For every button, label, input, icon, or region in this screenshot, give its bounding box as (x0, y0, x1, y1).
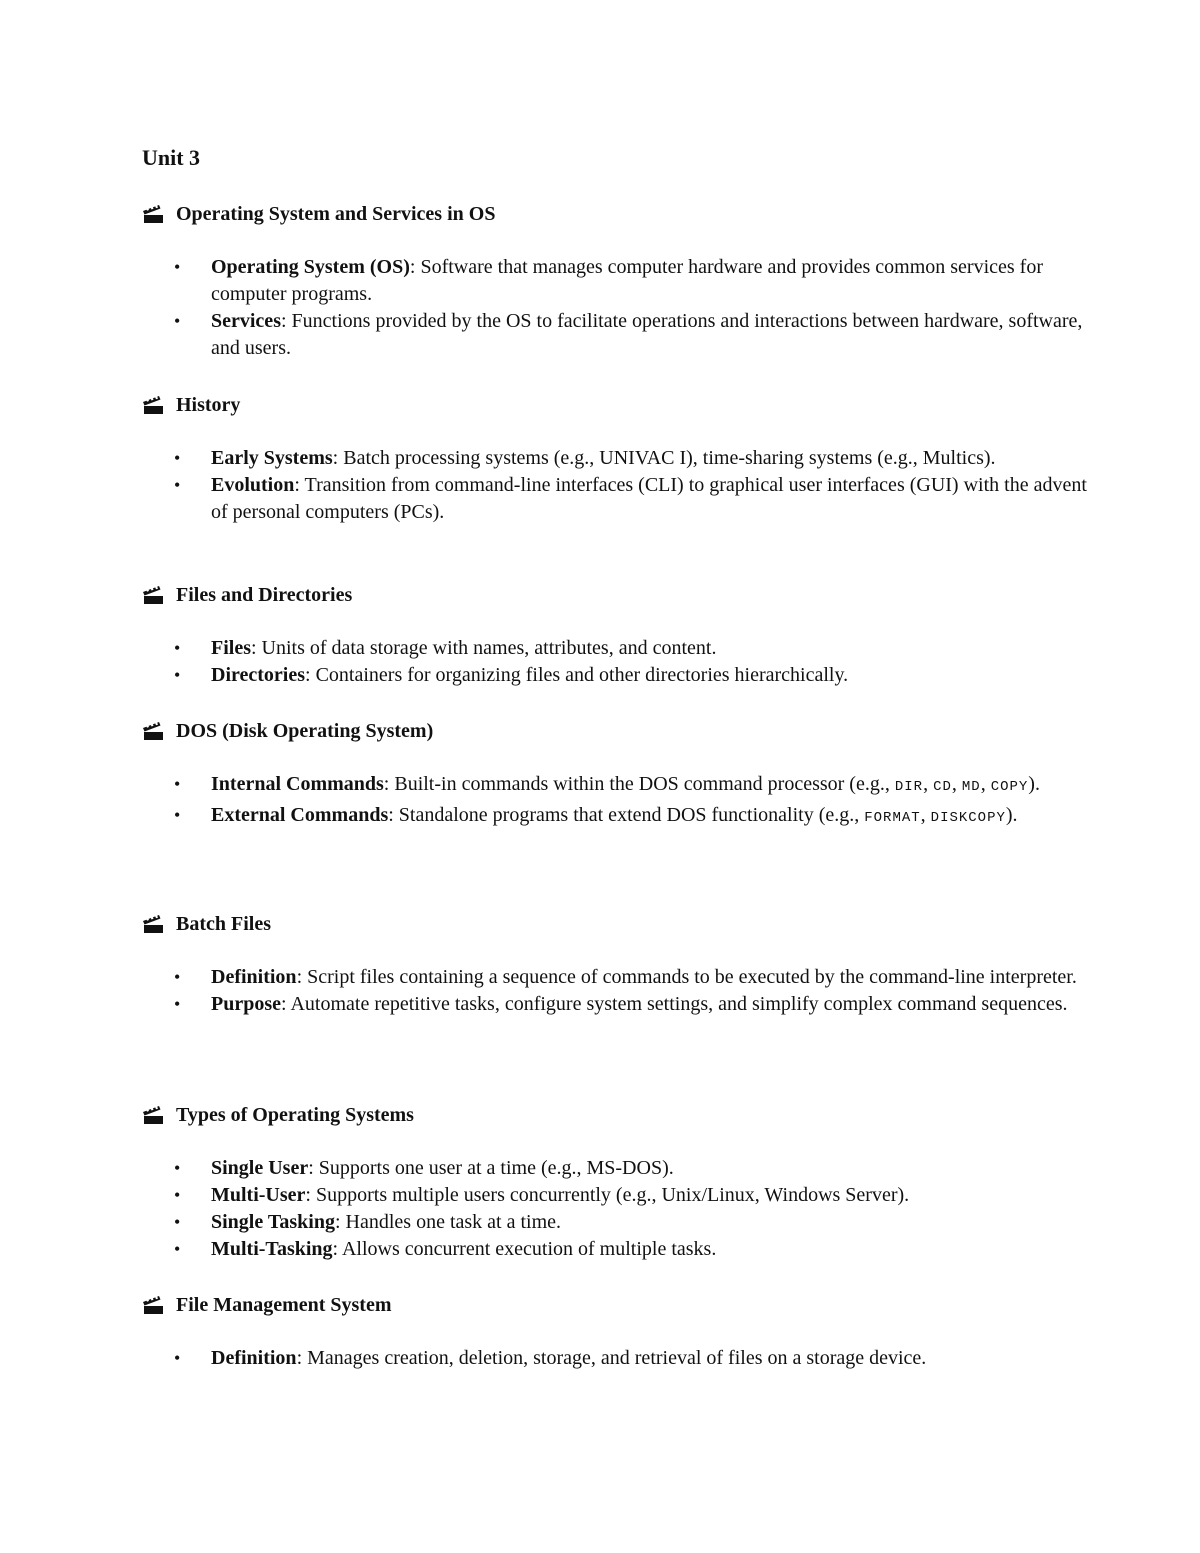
bullet-icon: • (174, 665, 181, 685)
clapperboard-icon (142, 1295, 164, 1315)
clapperboard-icon (142, 395, 164, 415)
item-text: : Functions provided by the OS to facilitate operations and interactions between hardware, software, and users. (211, 310, 1083, 359)
bullet-icon: • (174, 1212, 181, 1232)
code-command: CD (933, 779, 952, 795)
item-text: : Transition from command-line interfaces (CLI) to graphical user interfaces (GUI) with the advent of personal computers (PCs). (211, 474, 1087, 523)
item-text: : Supports one user at a time (e.g., MS-DOS). (308, 1157, 674, 1179)
item-term: Multi-Tasking (211, 1238, 333, 1260)
section-heading-text: Types of Operating Systems (176, 1104, 414, 1126)
item-term: Internal Commands (211, 773, 384, 795)
list-item (142, 662, 1092, 689)
section-heading (142, 717, 1092, 745)
item-term: Purpose (211, 993, 281, 1015)
section-files-directories (142, 581, 1092, 689)
section-dos (142, 717, 1092, 832)
item-text: : Manages creation, deletion, storage, and retrieval of files on a storage device. (296, 1347, 927, 1369)
code-command: MD (961, 779, 981, 795)
list-item: • Internal Commands: Built-in commands within the DOS command processor (e.g., DIR, CD, MD, COPY). (142, 771, 1092, 801)
code-command: COPY (990, 779, 1029, 795)
section-heading-text: Files and Directories (176, 584, 353, 606)
section-heading-text: History (176, 394, 241, 416)
list-item (142, 472, 1092, 526)
bullet-list (142, 1155, 1092, 1263)
section-heading (142, 200, 1092, 228)
item-term: Files (211, 637, 251, 659)
list-item (142, 964, 1092, 991)
item-term: Single Tasking (211, 1211, 335, 1233)
bullet-list (142, 1345, 1092, 1372)
bullet-list (142, 254, 1092, 362)
clapperboard-icon (142, 721, 164, 741)
item-text: : Batch processing systems (e.g., UNIVAC I), time-sharing systems (e.g., Multics). (332, 447, 996, 469)
section-heading (142, 1291, 1092, 1319)
item-text: : Units of data storage with names, attributes, and content. (251, 637, 717, 659)
bullet-icon: • (174, 967, 181, 987)
item-text: : Automate repetitive tasks, configure system settings, and simplify complex command sequences. (281, 993, 1068, 1015)
bullet-icon: • (174, 1185, 181, 1205)
bullet-list (142, 771, 1092, 832)
section-heading (142, 1101, 1092, 1129)
bullet-list (142, 964, 1092, 1018)
list-item (142, 1155, 1092, 1182)
item-text: : Software that manages computer hardware and provides common services for computer programs. (211, 256, 1044, 305)
item-text: : Standalone programs that extend DOS functionality (e.g., (388, 804, 865, 826)
section-heading (142, 581, 1092, 609)
clapperboard-icon (142, 204, 164, 224)
item-term: Services (211, 310, 281, 332)
section-heading (142, 910, 1092, 938)
clapperboard-icon (142, 585, 164, 605)
code-command: FORMAT (864, 810, 921, 826)
item-text: : Containers for organizing files and other directories hierarchically. (305, 664, 849, 686)
bullet-icon: • (174, 805, 181, 825)
bullet-icon: • (174, 1239, 181, 1259)
item-term: Definition (211, 966, 297, 988)
list-item (142, 254, 1092, 308)
list-item (142, 1209, 1092, 1236)
bullet-icon: • (174, 774, 181, 794)
item-term: Multi-User (211, 1184, 306, 1206)
item-text: : Allows concurrent execution of multiple tasks. (332, 1238, 717, 1260)
item-term: Directories (211, 664, 306, 686)
list-item (142, 445, 1092, 472)
item-text-tail: ). (1005, 804, 1018, 826)
bullet-icon: • (174, 638, 181, 658)
list-item (142, 1182, 1092, 1209)
item-text: : Handles one task at a time. (334, 1211, 562, 1233)
bullet-icon: • (174, 257, 181, 277)
bullet-icon: • (174, 448, 181, 468)
item-text: : Supports multiple users concurrently (e.g., Unix/Linux, Windows Server). (305, 1184, 910, 1206)
section-os-types (142, 1101, 1092, 1263)
bullet-icon: • (174, 1158, 181, 1178)
item-term: Evolution (211, 474, 295, 496)
section-heading-text: File Management System (176, 1294, 392, 1316)
item-text-tail: ). (1028, 773, 1040, 795)
list-item (142, 1345, 1092, 1372)
item-term: Definition (211, 1347, 297, 1369)
code-command: DIR (894, 779, 924, 795)
item-text: : Built-in commands within the DOS command processor (e.g., (383, 773, 895, 795)
page-title: Unit 3 (142, 145, 201, 170)
section-heading (142, 391, 1092, 419)
bullet-icon: • (174, 994, 181, 1014)
item-term: Single User (211, 1157, 309, 1179)
section-batch-files (142, 910, 1092, 1018)
list-item (142, 1236, 1092, 1263)
item-term: Early Systems (211, 447, 333, 469)
item-text: : Script files containing a sequence of commands to be executed by the command-line interpreter. (296, 966, 1077, 988)
bullet-list (142, 445, 1092, 526)
clapperboard-icon (142, 914, 164, 934)
section-file-management (142, 1291, 1092, 1372)
item-term: Operating System (OS) (211, 256, 410, 278)
clapperboard-icon (142, 1105, 164, 1125)
bullet-icon: • (174, 475, 181, 495)
section-history (142, 391, 1092, 526)
section-os-services (142, 200, 1092, 362)
list-item (142, 635, 1092, 662)
section-heading-text: Operating System and Services in OS (176, 203, 496, 225)
bullet-icon: • (174, 311, 181, 331)
bullet-icon: • (174, 1348, 181, 1368)
item-term: External Commands (211, 804, 389, 826)
list-item: • External Commands: Standalone programs that extend DOS functionality (e.g., FORMAT, DISKCOPY). (142, 802, 1092, 832)
code-command: DISKCOPY (930, 810, 1006, 826)
list-item (142, 308, 1092, 362)
bullet-list (142, 635, 1092, 689)
section-heading-text: DOS (Disk Operating System) (176, 720, 434, 742)
section-heading-text: Batch Files (176, 913, 271, 935)
list-item (142, 991, 1092, 1018)
